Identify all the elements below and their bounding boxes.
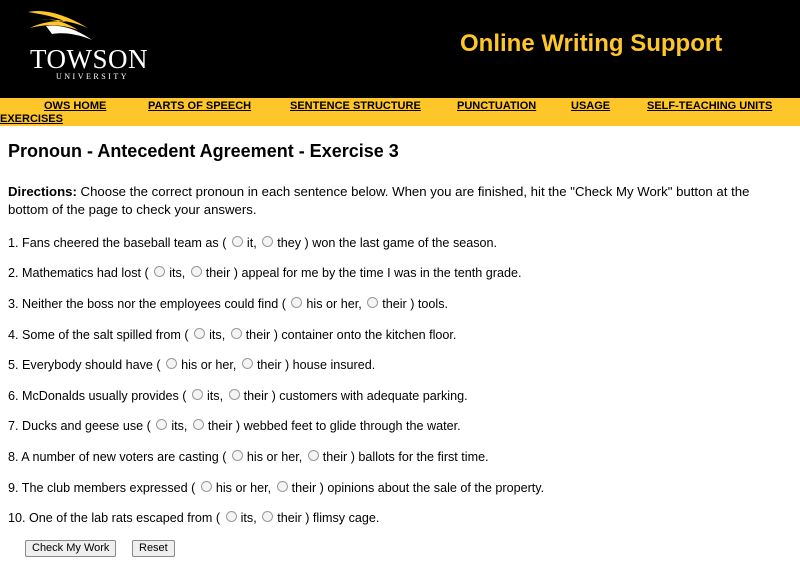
option-label[interactable]: their (277, 511, 302, 525)
nav-parts-of-speech[interactable]: PARTS OF SPEECH (148, 100, 252, 112)
question-text-end: ) flimsy cage. (305, 511, 380, 525)
option-label[interactable]: their (291, 481, 317, 495)
option-radio[interactable] (156, 419, 167, 430)
site-title: Online Writing Support (460, 30, 723, 57)
question-text-end: ) house insured. (284, 358, 376, 372)
logo-subtitle: UNIVERSITY (56, 72, 129, 81)
question-text-end: ) tools. (410, 297, 449, 311)
question-text: 2. Mathematics had lost ( (8, 266, 149, 280)
question-4 (8, 327, 456, 343)
question-text: 1. Fans cheered the baseball team as ( (8, 236, 227, 250)
option-label[interactable]: its, (207, 389, 224, 403)
question-1 (8, 235, 497, 251)
question-3 (8, 296, 448, 312)
question-text: 5. Everybody should have ( (8, 358, 161, 372)
option-label[interactable]: their (205, 266, 231, 280)
option-radio[interactable] (166, 358, 177, 369)
nav-exercises[interactable]: EXERCISES (0, 113, 63, 125)
directions-text: Choose the correct pronoun in each sentence below. When you are finished, hit the "Check My Work" button at the bottom of the page to check your answers. (8, 184, 750, 217)
option-label[interactable]: they (277, 236, 302, 250)
option-radio[interactable] (262, 236, 273, 247)
question-text-end: ) customers with adequate parking. (271, 389, 468, 403)
question-text-end: ) appeal for me by the time I was in the tenth grade. (233, 266, 522, 280)
nav-ows-home[interactable]: OWS HOME (44, 100, 107, 112)
logo-wordmark: TOWSON (30, 44, 149, 74)
question-6 (8, 388, 468, 404)
question-text: 7. Ducks and geese use ( (8, 419, 151, 433)
nav-usage[interactable]: USAGE (571, 100, 611, 112)
question-text-end: ) webbed feet to glide through the water. (235, 419, 461, 433)
option-label[interactable]: its, (240, 511, 257, 525)
option-label[interactable]: their (256, 358, 282, 372)
directions-label: Directions: (8, 184, 77, 199)
towson-logo[interactable] (22, 6, 152, 86)
tiger-stripe-logo-icon (26, 6, 106, 42)
nav-self-teaching-units[interactable]: SELF-TEACHING UNITS (647, 100, 773, 112)
option-radio[interactable] (277, 481, 288, 492)
site-header (0, 0, 800, 98)
nav-sentence-structure[interactable]: SENTENCE STRUCTURE (290, 100, 421, 112)
option-label[interactable]: their (322, 450, 348, 464)
question-text-end: ) won the last game of the season. (304, 236, 498, 250)
option-radio[interactable] (231, 328, 242, 339)
option-radio[interactable] (232, 450, 243, 461)
option-radio[interactable] (229, 389, 240, 400)
question-text-end: ) ballots for the first time. (350, 450, 489, 464)
question-8 (8, 449, 489, 465)
option-radio[interactable] (226, 511, 237, 522)
nav-punctuation[interactable]: PUNCTUATION (457, 100, 537, 112)
option-radio[interactable] (291, 297, 302, 308)
option-label[interactable]: their (243, 389, 269, 403)
option-radio[interactable] (232, 236, 243, 247)
option-label[interactable]: it, (246, 236, 257, 250)
question-text: 10. One of the lab rats escaped from ( (8, 511, 221, 525)
question-text: 8. A number of new voters are casting ( (8, 450, 227, 464)
option-radio[interactable] (367, 297, 378, 308)
option-radio[interactable] (193, 419, 204, 430)
option-label[interactable]: his or her, (246, 450, 303, 464)
option-radio[interactable] (192, 389, 203, 400)
option-radio[interactable] (201, 481, 212, 492)
directions (8, 183, 792, 219)
option-label[interactable]: their (382, 297, 407, 311)
main-nav (0, 98, 800, 126)
option-label[interactable]: his or her, (181, 358, 237, 372)
question-10 (8, 510, 379, 526)
question-2 (8, 265, 522, 281)
option-label[interactable]: its, (209, 328, 226, 342)
reset-button[interactable]: Reset (132, 540, 175, 557)
option-radio[interactable] (262, 511, 273, 522)
option-label[interactable]: his or her, (306, 297, 362, 311)
option-label[interactable]: its, (169, 266, 186, 280)
question-text: 9. The club members expressed ( (8, 481, 196, 495)
option-radio[interactable] (191, 266, 202, 277)
option-radio[interactable] (154, 266, 165, 277)
question-text-end: ) opinions about the sale of the property. (319, 481, 545, 495)
check-my-work-button[interactable]: Check My Work (25, 540, 116, 557)
option-radio[interactable] (242, 358, 253, 369)
question-text: 4. Some of the salt spilled from ( (8, 328, 189, 342)
option-radio[interactable] (194, 328, 205, 339)
question-5 (8, 357, 375, 373)
option-label[interactable]: its, (171, 419, 188, 433)
question-text: 6. McDonalds usually provides ( (8, 389, 187, 403)
question-text: 3. Neither the boss nor the employees could find ( (8, 297, 286, 311)
question-9 (8, 480, 544, 496)
option-label[interactable]: their (245, 328, 271, 342)
option-label[interactable]: his or her, (215, 481, 272, 495)
option-label[interactable]: their (207, 419, 233, 433)
option-radio[interactable] (308, 450, 319, 461)
question-7 (8, 418, 461, 434)
question-text-end: ) container onto the kitchen floor. (273, 328, 457, 342)
page-title: Pronoun - Antecedent Agreement - Exercise 3 (8, 141, 399, 161)
